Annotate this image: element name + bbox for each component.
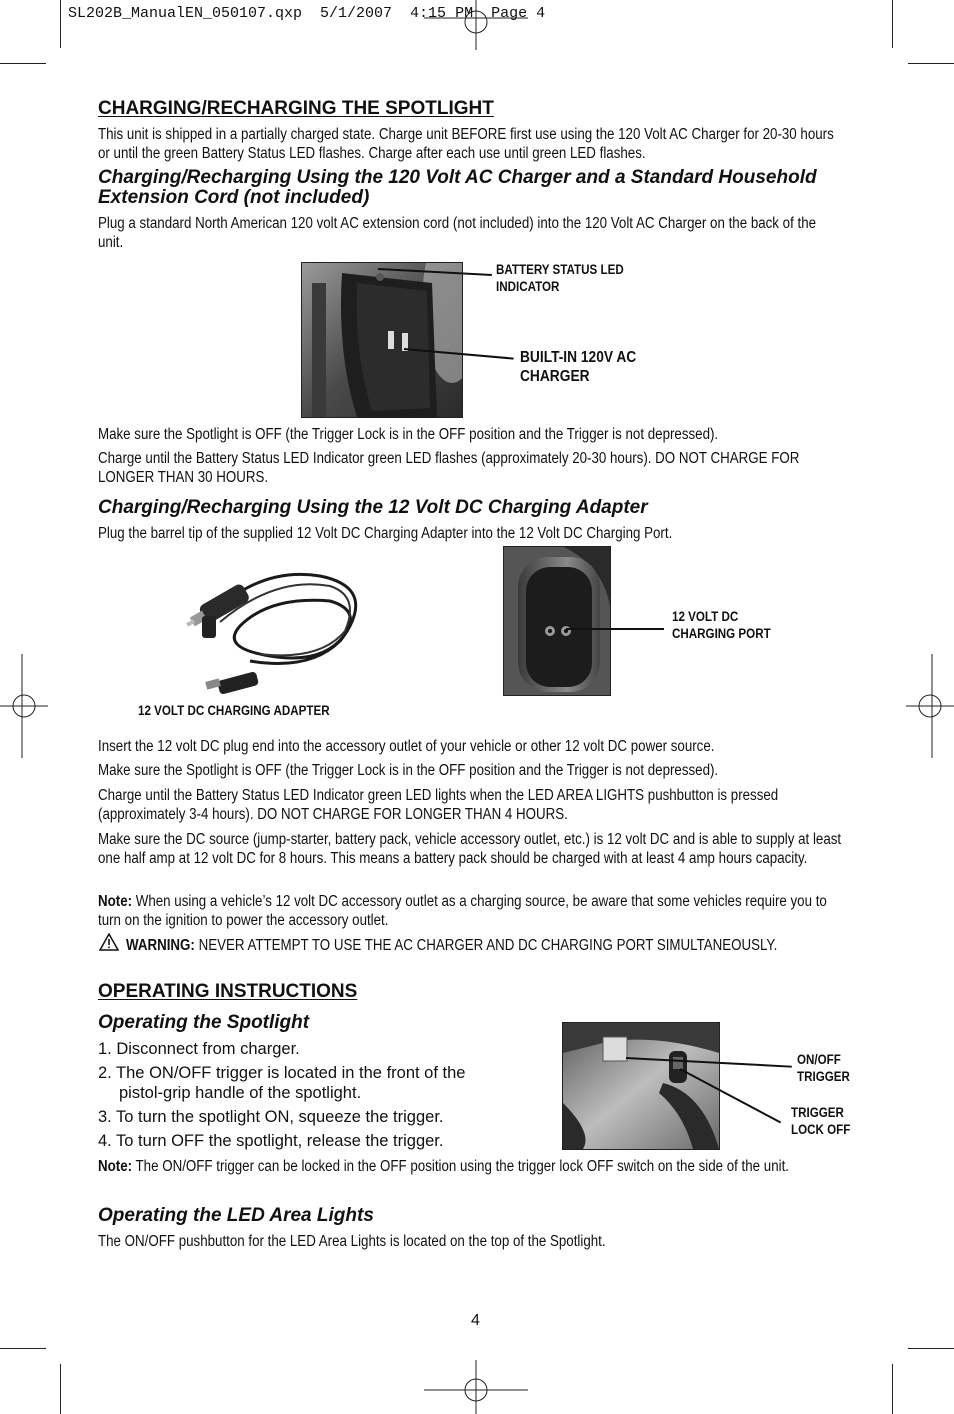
section-heading-operating: OPERATING INSTRUCTIONS	[98, 981, 358, 1002]
step-3: 3. To turn the spotlight ON, squeeze the trigger.	[98, 1108, 444, 1126]
callout-line-dc-port	[566, 628, 664, 630]
note-text: When using a vehicle’s 12 volt DC accessory outlet as a charging source, be aware that some vehicles require you to turn on the ignition to power the accessory outlet.	[98, 893, 827, 929]
label-dc-adapter: 12 VOLT DC CHARGING ADAPTER	[138, 703, 330, 718]
ac-after-1: Make sure the Spotlight is OFF (the Trigger Lock is in the OFF position and the Trigger is not depressed).	[98, 426, 719, 443]
dc-p1: Insert the 12 volt DC plug end into the accessory outlet of your vehicle or other 12 volt DC power source.	[98, 738, 715, 755]
warning-label: WARNING:	[126, 937, 195, 954]
step-4: 4. To turn OFF the spotlight, release the trigger.	[98, 1132, 444, 1150]
subheading-led-area-lights: Operating the LED Area Lights	[98, 1205, 374, 1226]
trigger-illustration	[563, 1023, 719, 1149]
intro-paragraph: This unit is shipped in a partially charged state. Charge unit BEFORE first use using the 120 Volt AC Charger for 20-30 hours or until the green Battery Status LED flashes. Charge after each use until green LED flashes.	[98, 126, 834, 162]
registration-mark-bottom	[424, 1360, 528, 1414]
warning-text: NEVER ATTEMPT TO USE THE AC CHARGER AND DC CHARGING PORT SIMULTANEOUSLY.	[194, 937, 778, 954]
trigger-photo	[562, 1022, 720, 1150]
ac-charger-photo	[301, 262, 463, 418]
crop-mark	[908, 1348, 954, 1349]
note-text: The ON/OFF trigger can be locked in the OFF position using the trigger lock OFF switch on the side of the unit.	[132, 1158, 789, 1175]
label-dc-port: 12 VOLT DC CHARGING PORT	[672, 609, 771, 641]
step-2-cont: pistol-grip handle of the spotlight.	[119, 1084, 362, 1102]
ac-after-2: Charge until the Battery Status LED Indicator green LED flashes (approximately 20-30 hours). DO NOT CHARGE FOR LONGER THAN 30 HOURS.	[98, 450, 800, 486]
note-label: Note:	[98, 893, 133, 910]
crop-mark	[892, 0, 893, 48]
dc-warning	[126, 936, 848, 955]
warning-icon	[99, 933, 119, 951]
subheading-operating-spotlight: Operating the Spotlight	[98, 1012, 310, 1033]
dc-port-illustration	[504, 547, 610, 695]
registration-mark-left	[0, 654, 48, 758]
crop-mark	[892, 1364, 893, 1414]
label-built-in-charger: BUILT-IN 120V AC CHARGER	[520, 349, 637, 385]
crop-mark	[0, 63, 46, 64]
label-trigger-lock-off: TRIGGER LOCK OFF	[791, 1105, 851, 1137]
slug-line: SL202B_ManualEN_050107.qxp 5/1/2007 4:15 PM Page 4	[68, 5, 546, 22]
dc-port-photo	[503, 546, 611, 696]
dc-p3: Charge until the Battery Status LED Indicator green LED lights when the LED AREA LIGHTS pushbutton is pressed (approximately 3-4 hours). DO NOT CHARGE FOR LONGER THAN 4 HOURS.	[98, 787, 779, 823]
label-battery-status-led: BATTERY STATUS LED INDICATOR	[496, 262, 624, 294]
step-2: 2. The ON/OFF trigger is located in the front of the	[98, 1064, 466, 1082]
step-1: 1. Disconnect from charger.	[98, 1040, 300, 1058]
label-on-off-trigger: ON/OFF TRIGGER	[797, 1052, 850, 1084]
crop-mark	[0, 1348, 46, 1349]
dc-paragraph: Plug the barrel tip of the supplied 12 Volt DC Charging Adapter into the 12 Volt DC Charging Port.	[98, 525, 673, 542]
note-label: Note:	[98, 1158, 133, 1175]
led-paragraph: The ON/OFF pushbutton for the LED Area Lights is located on the top of the Spotlight.	[98, 1233, 606, 1250]
dc-p4: Make sure the DC source (jump-starter, battery pack, vehicle accessory outlet, etc.) is 12 volt DC and is able to supply at least one half amp at 12 volt DC for 8 hours. This means a battery pack should be charged with at least 4 amp hours capacity.	[98, 831, 842, 867]
ac-paragraph: Plug a standard North American 120 volt AC extension cord (not included) into the 120 Volt AC Charger on the back of the unit.	[98, 215, 817, 251]
registration-mark-right	[906, 654, 954, 758]
section-heading-charging: CHARGING/RECHARGING THE SPOTLIGHT	[98, 98, 494, 119]
dc-p2: Make sure the Spotlight is OFF (the Trigger Lock is in the OFF position and the Trigger is not depressed).	[98, 762, 719, 779]
page-number: 4	[471, 1312, 480, 1329]
subheading-ac-charger: Charging/Recharging Using the 120 Volt AC Charger and a Standard Household Extension Cord (not included)	[98, 167, 817, 208]
crop-mark	[908, 63, 954, 64]
crop-mark	[60, 1364, 61, 1414]
operating-note	[98, 1157, 838, 1176]
ac-charger-illustration	[302, 263, 462, 417]
dc-note	[98, 892, 838, 930]
subheading-dc-adapter: Charging/Recharging Using the 12 Volt DC Charging Adapter	[98, 497, 648, 518]
crop-mark	[60, 0, 61, 48]
dc-adapter-illustration	[180, 556, 380, 696]
